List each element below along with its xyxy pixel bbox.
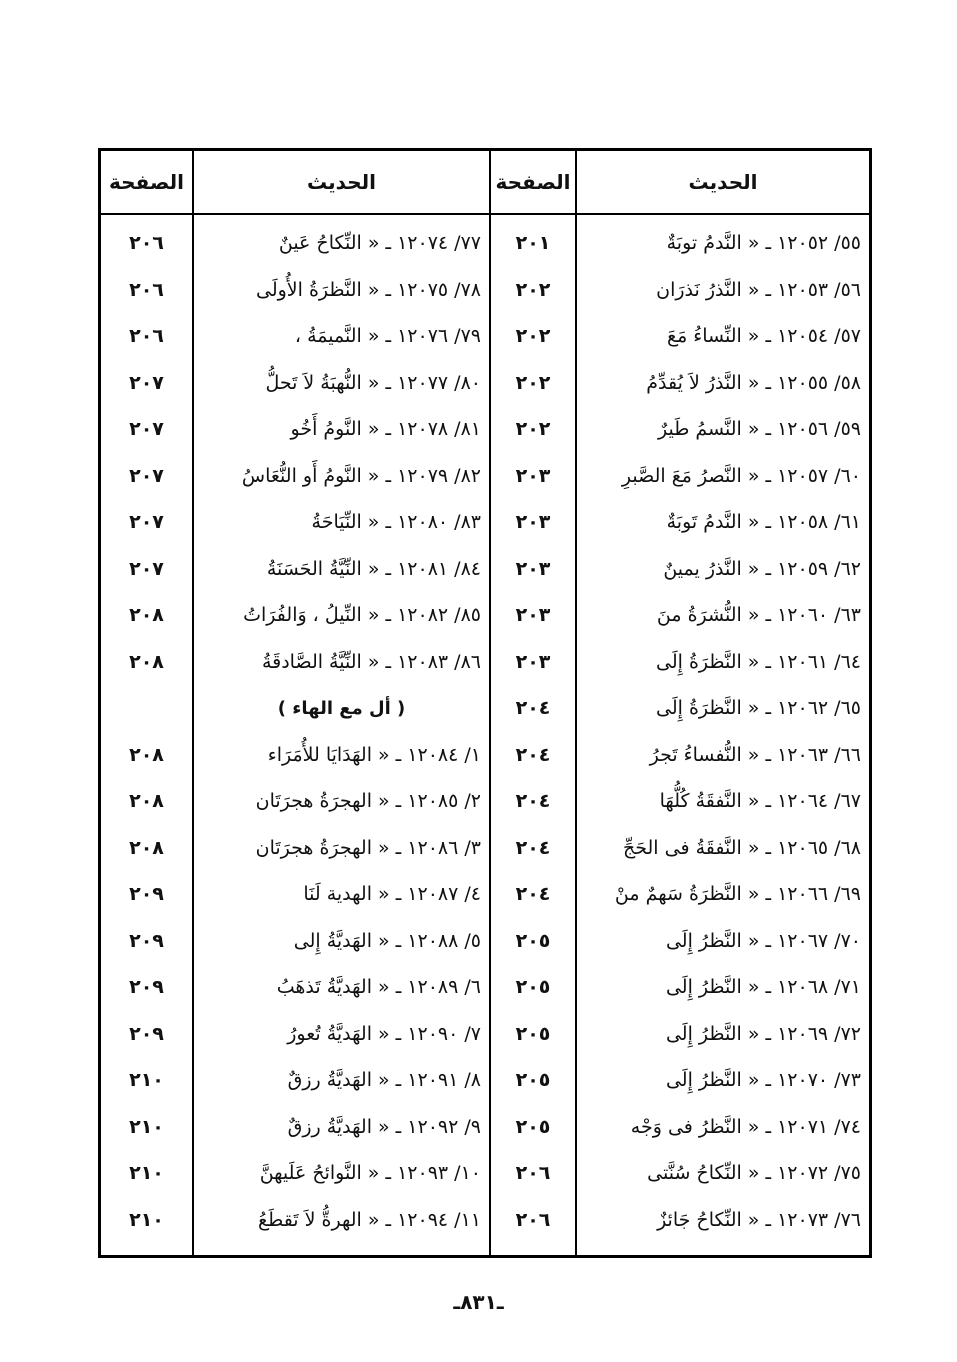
page-ref: ٢١٠ bbox=[129, 1069, 164, 1091]
page-ref: ٢٠٣ bbox=[515, 464, 551, 487]
hadith-entry: ٥٩/ ١٢٠٥٦ ـ « النَّسمُ طَيرٌ bbox=[658, 418, 861, 440]
hadith-entry: ٦٢/ ١٢٠٥٩ ـ « النَّذرُ يمينٌ bbox=[663, 557, 861, 580]
hadith-entry: ٧٠/ ١٢٠٦٧ ـ « النَّظرُ إِلَى bbox=[665, 929, 861, 952]
hadith-entry: ٨٤/ ١٢٠٨١ ـ « النِّيَّةُ الحَسَنَةُ bbox=[266, 557, 481, 580]
hadith-entry: ٨/ ١٢٠٩١ ـ « الهَديَّةُ رزقٌ bbox=[287, 1069, 481, 1091]
page-ref: ٢١٠ bbox=[129, 1162, 164, 1184]
section-heading: ( أل مع الهاء ) bbox=[277, 697, 406, 719]
column-divider bbox=[575, 151, 577, 1255]
header-right-page: الصفحة bbox=[495, 170, 571, 194]
hadith-entry: ٧٦/ ١٢٠٧٣ ـ « النِّكاحُ جَائزٌ bbox=[657, 1208, 861, 1231]
page-number: ـ٨٣١ـ bbox=[453, 1290, 504, 1314]
page-ref: ٢٠٨ bbox=[129, 790, 164, 812]
page-ref: ٢٠٤ bbox=[515, 697, 551, 719]
hadith-entry: ٦٧/ ١٢٠٦٤ ـ « النَّفقَةُ كُلُّهَا bbox=[659, 790, 861, 812]
hadith-entry: ١٠/ ١٢٠٩٣ ـ « النَّوائحُ عَلَيهنَّ bbox=[259, 1162, 481, 1184]
hadith-entry: ٧٢/ ١٢٠٦٩ ـ « النَّظرُ إِلَى bbox=[665, 1022, 861, 1045]
page-ref: ٢٠٥ bbox=[515, 1069, 551, 1091]
hadith-entry: ٧٤/ ١٢٠٧١ ـ « النَّظرُ فى وَجْه bbox=[630, 1115, 861, 1138]
hadith-entry: ٧/ ١٢٠٩٠ ـ « الهَديَّةُ تُعورُ bbox=[287, 1022, 481, 1045]
header-left-hadith: الحديث bbox=[307, 170, 377, 194]
hadith-entry: ٥٥/ ١٢٠٥٢ ـ « النَّدمُ توبَةٌ bbox=[666, 232, 861, 254]
page-ref: ٢٠٢ bbox=[515, 325, 551, 347]
hadith-entry: ٨٥/ ١٢٠٨٢ ـ « النِّيلُ ، وَالفُرَاتُ bbox=[243, 604, 481, 626]
page-ref: ٢٠٩ bbox=[129, 976, 164, 998]
hadith-entry: ٤/ ١٢٠٨٧ ـ « الهدية لَنَا bbox=[303, 883, 481, 905]
page-ref: ٢٠٧ bbox=[129, 557, 164, 580]
hadith-entry: ٥٨/ ١٢٠٥٥ ـ « النَّذرُ لاَ يُقدِّمُ bbox=[646, 371, 861, 394]
page-ref: ٢٠٢ bbox=[515, 418, 551, 440]
page-ref: ٢٠٤ bbox=[515, 883, 551, 905]
hadith-entry: ٨١/ ١٢٠٧٨ ـ « النَّومُ أَخُو bbox=[290, 418, 481, 440]
hadith-entry: ٧١/ ١٢٠٦٨ ـ « النَّظرُ إِلَى bbox=[665, 976, 861, 998]
page-ref: ٢٠٨ bbox=[129, 650, 164, 673]
page-ref: ٢٠٨ bbox=[129, 836, 164, 859]
page-ref: ٢٠٧ bbox=[129, 418, 164, 440]
page-ref: ٢٠٣ bbox=[515, 650, 551, 673]
page-ref: ٢٠٣ bbox=[515, 557, 551, 580]
header-right-hadith: الحديث bbox=[688, 170, 758, 194]
hadith-entry: ٥٧/ ١٢٠٥٤ ـ « النِّساءُ مَعَ bbox=[666, 325, 861, 347]
hadith-entry: ٧٩/ ١٢٠٧٦ ـ « النَّميمَةُ ، bbox=[294, 325, 481, 347]
hadith-entry: ٦١/ ١٢٠٥٨ ـ « النَّدمُ تَوبَةٌ bbox=[666, 511, 861, 533]
hadith-entry: ٦٣/ ١٢٠٦٠ ـ « النُّشرَةُ منَ bbox=[656, 604, 861, 626]
page-ref: ٢٠٢ bbox=[515, 278, 551, 301]
page-ref: ٢٠٩ bbox=[129, 1022, 164, 1045]
page-ref: ٢٠٤ bbox=[515, 790, 551, 812]
page-ref: ٢٠٥ bbox=[515, 1022, 551, 1045]
page-ref: ٢٠٤ bbox=[515, 743, 551, 766]
page-ref: ٢٠٥ bbox=[515, 976, 551, 998]
hadith-entry: ٢/ ١٢٠٨٥ ـ « الهجرَةُ هجرَتَان bbox=[255, 790, 481, 812]
hadith-entry: ٦٤/ ١٢٠٦١ ـ « النَّظرَةُ إِلَى bbox=[656, 650, 861, 673]
header-divider bbox=[101, 213, 869, 215]
hadith-entry: ٦٩/ ١٢٠٦٦ ـ « النَّظرَةُ سَهمٌ منْ bbox=[614, 883, 861, 905]
header-left-page: الصفحة bbox=[109, 170, 185, 194]
hadith-entry: ٦/ ١٢٠٨٩ ـ « الهَديَّةُ تَذهَبُ bbox=[276, 976, 481, 998]
page-ref: ٢٠٤ bbox=[515, 836, 551, 859]
page-ref: ٢٠٢ bbox=[515, 371, 551, 394]
index-table bbox=[98, 148, 872, 1258]
hadith-entry: ٦٠/ ١٢٠٥٧ ـ « النَّصرُ مَعَ الصَّبرِ bbox=[621, 464, 861, 487]
page-ref: ٢٠٨ bbox=[129, 743, 164, 766]
hadith-entry: ٧٨/ ١٢٠٧٥ ـ « النَّظرَةُ الأُولَى bbox=[256, 278, 481, 301]
page-ref: ٢٠٧ bbox=[129, 371, 164, 394]
hadith-entry: ٨٠/ ١٢٠٧٧ ـ « النُّهبَةُ لاَ تَحلُّ bbox=[265, 371, 481, 394]
hadith-entry: ١١/ ١٢٠٩٤ ـ « الهرةُّ لاَ تَقطَعُ bbox=[258, 1208, 481, 1231]
hadith-entry: ٨٢/ ١٢٠٧٩ ـ « النَّومُ أَو النُّعَاسُ bbox=[241, 464, 481, 487]
page-ref: ٢٠٨ bbox=[129, 604, 164, 626]
page-ref: ٢٠٦ bbox=[129, 278, 164, 301]
hadith-entry: ٥/ ١٢٠٨٨ ـ « الهَديَّةُ إِلى bbox=[293, 929, 481, 952]
page-ref: ٢٠٦ bbox=[129, 325, 164, 347]
page-ref: ٢٠٦ bbox=[129, 232, 164, 254]
hadith-entry: ١/ ١٢٠٨٤ ـ « الهَدَايَا للأُمَرَاء bbox=[267, 743, 481, 766]
page-ref: ٢١٠ bbox=[129, 1115, 164, 1138]
page-ref: ٢٠٥ bbox=[515, 1115, 551, 1138]
page-ref: ٢١٠ bbox=[129, 1208, 164, 1231]
page-ref: ٢٠٧ bbox=[129, 464, 164, 487]
hadith-entry: ٦٥/ ١٢٠٦٢ ـ « النَّظرَةُ إِلَى bbox=[656, 697, 861, 719]
hadith-entry: ٥٦/ ١٢٠٥٣ ـ « النَّذرُ نَذرَان bbox=[656, 278, 861, 301]
page-ref: ٢٠٦ bbox=[515, 1162, 551, 1184]
hadith-entry: ٨٦/ ١٢٠٨٣ ـ « النِّيَّةُ الصَّادقَةُ bbox=[261, 650, 481, 673]
hadith-entry: ٣/ ١٢٠٨٦ ـ « الهجرَةُ هجرَتَان bbox=[255, 836, 481, 859]
hadith-entry: ٩/ ١٢٠٩٢ ـ « الهَديَّةُ رزقٌ bbox=[287, 1115, 481, 1138]
page-ref: ٢٠٣ bbox=[515, 604, 551, 626]
hadith-entry: ٦٦/ ١٢٠٦٣ ـ « النُّفساءُ تَجرُ bbox=[649, 743, 861, 766]
hadith-entry: ٦٨/ ١٢٠٦٥ ـ « النَّفقَةُ فى الحَجِّ bbox=[622, 836, 861, 859]
hadith-entry: ٨٣/ ١٢٠٨٠ ـ « النِّيَاحَةُ bbox=[311, 511, 481, 533]
page-ref: ٢٠١ bbox=[515, 232, 551, 254]
page-ref: ٢٠٦ bbox=[515, 1208, 551, 1231]
page-ref: ٢٠٧ bbox=[129, 511, 164, 533]
hadith-entry: ٧٧/ ١٢٠٧٤ ـ « النِّكاحُ عَينٌ bbox=[278, 232, 481, 254]
hadith-entry: ٧٣/ ١٢٠٧٠ ـ « النَّظرُ إِلَى bbox=[665, 1069, 861, 1091]
page-ref: ٢٠٩ bbox=[129, 883, 164, 905]
hadith-entry: ٧٥/ ١٢٠٧٢ ـ « النِّكاحُ سُنَّتى bbox=[647, 1162, 861, 1184]
page-ref: ٢٠٩ bbox=[129, 929, 164, 952]
page-ref: ٢٠٥ bbox=[515, 929, 551, 952]
page-ref: ٢٠٣ bbox=[515, 511, 551, 533]
